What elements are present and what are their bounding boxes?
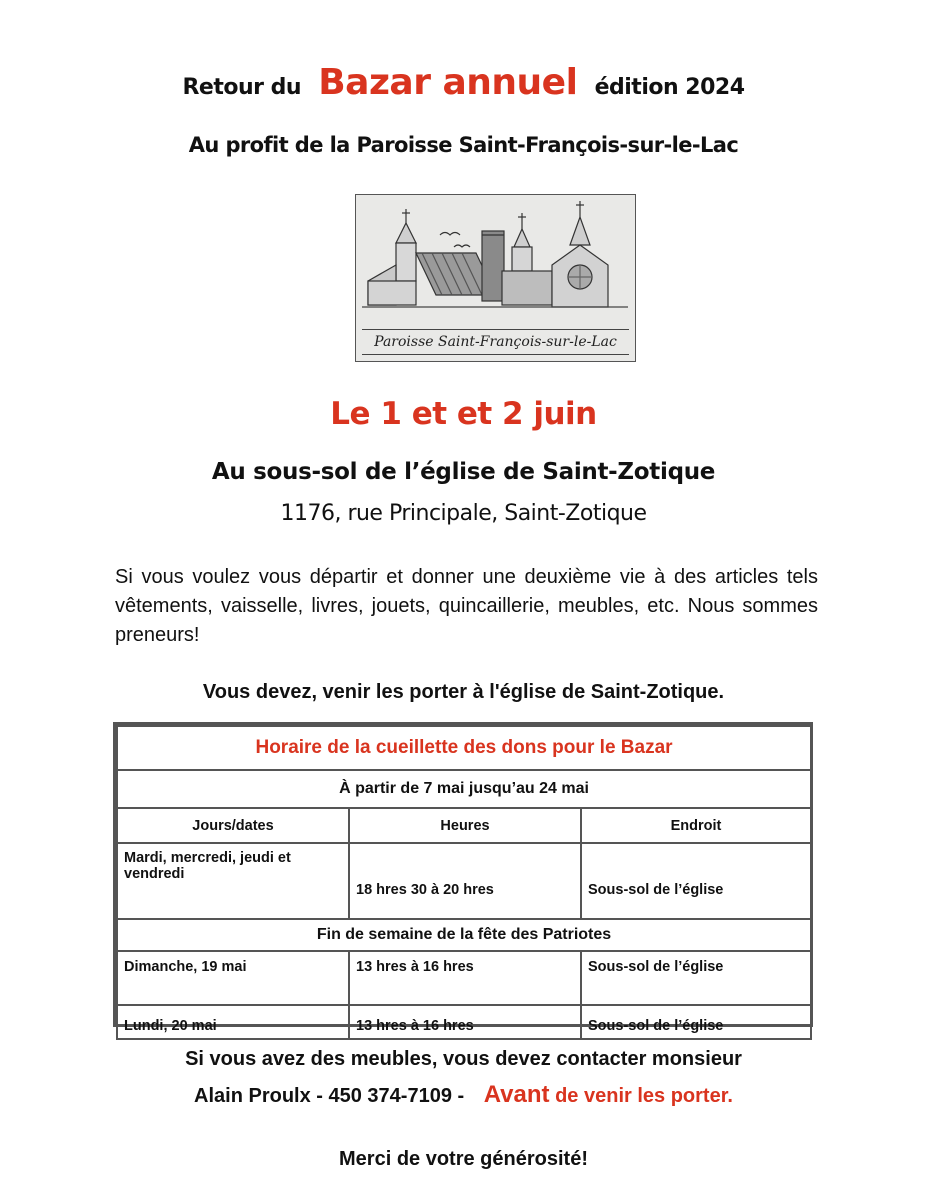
title-highlight: Bazar annuel [318, 62, 578, 103]
table-cell: Sous-sol de l’église [581, 951, 811, 1005]
table-row [117, 1005, 811, 1039]
intro-paragraph: Si vous voulez vous départir et donner une deuxième vie à des articles tels vêtements, vaisselle, livres, jouets, quincaillerie, meubles, etc. Nous sommes preneurs! [115, 566, 818, 646]
schedule-period: À partir de 7 mai jusqu’au 24 mai [117, 770, 811, 808]
table-cell: 13 hres à 16 hres [349, 1005, 581, 1039]
logo-caption: Paroisse Saint-François-sur-le-Lac [362, 329, 629, 355]
table-row [117, 843, 811, 919]
emphasis-rest: de venir les porter. [555, 1085, 733, 1107]
furniture-notice-line1: Si vous avez des meubles, vous devez contacter monsieur [185, 1048, 742, 1070]
parish-logo [355, 194, 636, 362]
event-venue: Au sous-sol de l’église de Saint-Zotique [211, 459, 716, 485]
event-address: 1176, rue Principale, Saint-Zotique [280, 501, 647, 526]
table-cell: Lundi, 20 mai [117, 1005, 349, 1039]
column-header: Heures [349, 808, 581, 843]
schedule-section-title: Fin de semaine de la fête des Patriotes [117, 919, 811, 951]
column-header: Endroit [581, 808, 811, 843]
contact-info: Alain Proulx - 450 374-7109 - [194, 1085, 465, 1107]
emphasis-word: Avant [483, 1081, 550, 1108]
title-suffix: édition 2024 [594, 75, 745, 100]
drop-off-notice: Vous devez, venir les porter à l'église de Saint-Zotique. [202, 681, 725, 703]
title-prefix: Retour du [182, 75, 302, 100]
table-cell: Dimanche, 19 mai [117, 951, 349, 1005]
table-cell: Sous-sol de l’église [581, 843, 811, 919]
title-line [0, 62, 927, 103]
schedule-title: Horaire de la cueillette des dons pour le Bazar [117, 726, 811, 770]
column-header: Jours/dates [117, 808, 349, 843]
furniture-notice-line2 [0, 1081, 927, 1109]
subtitle: Au profit de la Paroisse Saint-François-sur-le-Lac [188, 133, 739, 157]
event-date: Le 1 et et 2 juin [330, 396, 597, 432]
table-cell: Sous-sol de l’église [581, 1005, 811, 1039]
table-header-row [117, 808, 811, 843]
table-cell: Mardi, mercredi, jeudi et vendredi [117, 843, 349, 919]
table-row [117, 951, 811, 1005]
pickup-schedule-table [113, 722, 813, 1034]
thank-you-note: Merci de votre générosité! [339, 1148, 588, 1170]
table-cell: 18 hres 30 à 20 hres [349, 843, 581, 919]
table-cell: 13 hres à 16 hres [349, 951, 581, 1005]
